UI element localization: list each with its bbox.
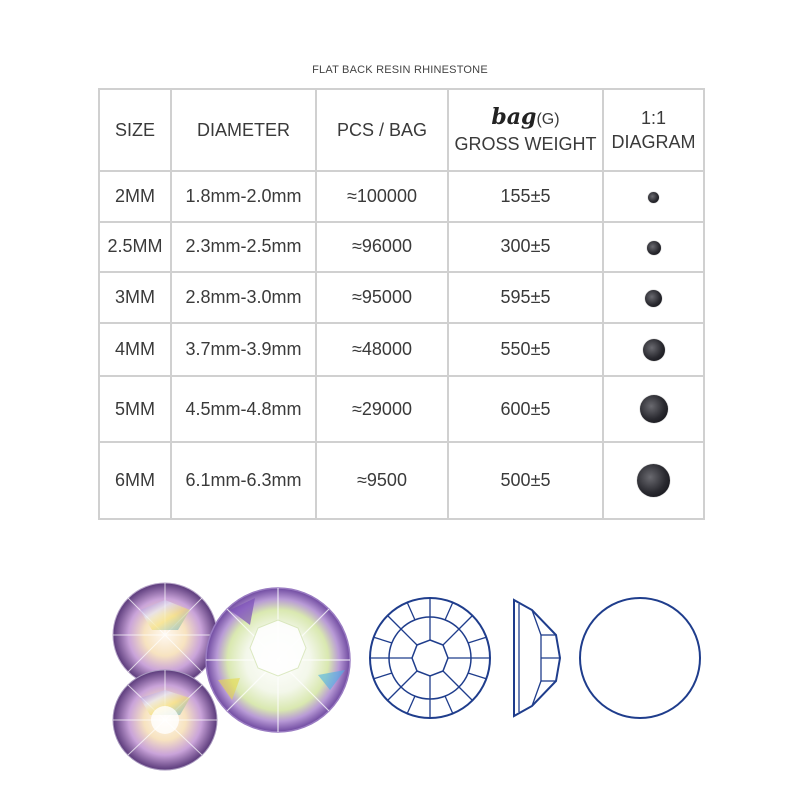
rhinestone-back-view-diagram	[580, 598, 700, 718]
cell-diameter: 2.8mm-3.0mm	[171, 272, 316, 323]
cell-gross-weight: 600±5	[448, 376, 603, 442]
header-pcs: PCS / BAG	[316, 89, 448, 171]
table-row	[99, 442, 704, 519]
header-bag-unit: (G)	[536, 110, 560, 128]
rhinestone-size-dot	[637, 464, 670, 497]
header-diagram	[603, 89, 704, 171]
cell-pcs-per-bag: ≈48000	[316, 323, 448, 376]
page-title: FLAT BACK RESIN RHINESTONE	[312, 64, 488, 76]
rhinestone-photo-large	[206, 588, 350, 732]
cell-pcs-per-bag: ≈95000	[316, 272, 448, 323]
cell-gross-weight: 300±5	[448, 222, 603, 273]
rhinestone-size-dot	[648, 192, 659, 203]
cell-gross-weight: 155±5	[448, 171, 603, 222]
cell-diagram	[603, 272, 704, 323]
cell-diagram	[603, 323, 704, 376]
cell-pcs-per-bag: ≈100000	[316, 171, 448, 222]
cell-gross-weight: 595±5	[448, 272, 603, 323]
header-size: SIZE	[99, 89, 171, 171]
cell-diameter: 6.1mm-6.3mm	[171, 442, 316, 519]
table-row	[99, 272, 704, 323]
header-diagram-label: DIAGRAM	[611, 132, 696, 152]
rhinestone-top-view-diagram	[370, 598, 490, 718]
spec-table	[98, 88, 705, 520]
cell-pcs-per-bag: ≈96000	[316, 222, 448, 273]
rhinestone-size-dot	[643, 339, 665, 361]
cell-diameter: 2.3mm-2.5mm	[171, 222, 316, 273]
header-gross-label: GROSS WEIGHT	[454, 133, 597, 154]
table-row	[99, 376, 704, 442]
cell-diagram	[603, 171, 704, 222]
header-diameter: DIAMETER	[171, 89, 316, 171]
table-row	[99, 222, 704, 273]
cell-size: 6MM	[99, 442, 171, 519]
cell-diameter: 3.7mm-3.9mm	[171, 323, 316, 376]
rhinestone-size-dot	[647, 241, 661, 255]
cell-size: 2.5MM	[99, 222, 171, 273]
table-row	[99, 171, 704, 222]
header-ratio: 1:1	[640, 108, 667, 128]
cell-diagram	[603, 376, 704, 442]
header-gross-weight	[448, 89, 603, 171]
cell-size: 2MM	[99, 171, 171, 222]
rhinestone-size-dot	[640, 395, 668, 423]
table-header-row	[99, 89, 704, 171]
cell-diagram	[603, 442, 704, 519]
table-row	[99, 323, 704, 376]
header-bag-label	[449, 105, 602, 132]
cell-diameter: 4.5mm-4.8mm	[171, 376, 316, 442]
cell-size: 5MM	[99, 376, 171, 442]
product-illustrations	[0, 580, 800, 780]
cell-gross-weight: 550±5	[448, 323, 603, 376]
cell-diameter: 1.8mm-2.0mm	[171, 171, 316, 222]
cell-pcs-per-bag: ≈9500	[316, 442, 448, 519]
header-bag-word: bag	[491, 103, 537, 130]
product-illustration-strip	[0, 580, 800, 780]
cell-pcs-per-bag: ≈29000	[316, 376, 448, 442]
cell-size: 4MM	[99, 323, 171, 376]
cell-size: 3MM	[99, 272, 171, 323]
cell-diagram	[603, 222, 704, 273]
rhinestone-photo-small-front	[113, 670, 217, 770]
cell-gross-weight: 500±5	[448, 442, 603, 519]
rhinestone-size-dot	[645, 290, 662, 307]
rhinestone-side-view-diagram	[514, 600, 560, 716]
